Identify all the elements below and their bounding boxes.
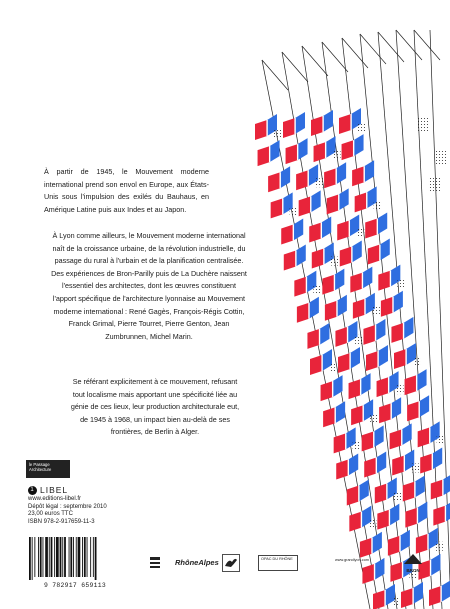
barcode-bar: [43, 537, 44, 577]
window-block: [338, 347, 360, 373]
window-block: [307, 323, 329, 349]
window-shadow: [333, 150, 341, 159]
window-blue-face: [377, 212, 387, 234]
window-shadow: [368, 520, 376, 529]
window-red-face: [352, 166, 364, 186]
window-blue-face: [376, 451, 386, 473]
barcode-bar: [84, 537, 86, 577]
window-blue-face: [376, 319, 386, 341]
barcode-bar: [49, 537, 50, 577]
publisher-name: LIBEL: [40, 485, 69, 495]
libel-mark-icon: 1: [28, 486, 37, 495]
window-block: [311, 110, 333, 136]
barcode-bar: [95, 537, 97, 580]
window-red-face: [401, 588, 413, 608]
window-red-face: [351, 405, 363, 425]
window-red-face: [431, 480, 443, 500]
barcode-bar: [87, 537, 88, 577]
publisher-info: [28, 496, 107, 526]
window-red-face: [340, 247, 352, 267]
window-shadow: [358, 122, 366, 131]
window-shadow: [331, 257, 339, 266]
window-red-face: [327, 194, 339, 214]
bron-logo-icon: [403, 552, 423, 566]
window-block: [327, 188, 349, 214]
window-red-face: [366, 351, 378, 371]
window-red-face: [420, 453, 432, 473]
window-red-face: [283, 118, 295, 138]
barcode-bar: [60, 537, 62, 577]
barcode-digits: 9 782917 659113: [43, 582, 107, 589]
window-red-face: [378, 271, 390, 291]
window-shadow: [313, 285, 321, 294]
window-block: [296, 164, 323, 190]
window-block: [283, 112, 305, 138]
window-blue-face: [359, 480, 369, 502]
barcode-bar: [51, 537, 53, 577]
grandlyon-logo: www.grandlyon.com: [335, 558, 369, 562]
window-red-face: [391, 323, 403, 343]
barcode-bar: [45, 537, 48, 577]
window-blue-face: [441, 580, 450, 602]
window-block: [391, 317, 413, 343]
window-red-face: [365, 218, 377, 238]
window-block: [363, 319, 385, 345]
window-block: [281, 218, 303, 244]
barcode-bar: [32, 537, 33, 580]
window-block: [420, 447, 442, 473]
bron-logo-label: BRON: [406, 568, 420, 573]
window-blue-face: [354, 134, 364, 156]
window-red-face: [339, 114, 351, 134]
window-blue-face: [323, 110, 333, 132]
isbn: ISBN 978-2-917659-11-3: [28, 518, 95, 525]
barcode-bar: [34, 537, 35, 577]
window-blue-face: [415, 476, 425, 498]
window-blue-face: [361, 373, 371, 395]
window-block: [405, 502, 427, 528]
window-block: [340, 241, 362, 267]
barcode-bar: [73, 537, 74, 577]
window-block: [407, 395, 429, 421]
window-blue-face: [364, 160, 374, 182]
barcode-bar: [82, 537, 83, 577]
window-blue-face: [270, 140, 280, 162]
barcode-bar: [40, 537, 42, 577]
window-red-face: [255, 120, 267, 140]
window-shadow: [435, 542, 443, 551]
window-red-face: [271, 198, 283, 218]
window-block: [360, 532, 382, 558]
window-block: [368, 239, 390, 265]
facade-blocks: [255, 108, 450, 609]
window-shadow: [394, 492, 402, 501]
window-blue-face: [309, 297, 319, 319]
region-logo: RhôneAlpes: [175, 558, 219, 567]
window-red-face: [381, 297, 393, 317]
window-block: [299, 190, 321, 216]
cnl-logo-icon: [148, 556, 162, 570]
window-block: [271, 192, 298, 218]
window-red-face: [324, 168, 336, 188]
window-shadow: [437, 435, 445, 444]
window-shadow: [315, 178, 323, 187]
window-block: [350, 267, 372, 293]
window-blue-face: [404, 317, 414, 339]
price: 23,00 euros TTC: [28, 511, 73, 518]
barcode-bar: [38, 537, 39, 577]
window-block: [297, 297, 319, 323]
window-block: [377, 371, 404, 397]
bird-logo-icon: [222, 554, 240, 572]
barcode-icon: [28, 536, 120, 580]
window-blue-face: [298, 138, 308, 160]
window-red-face: [362, 431, 374, 451]
window-shadow: [370, 413, 378, 422]
window-red-face: [377, 510, 389, 530]
window-red-face: [390, 562, 402, 582]
window-blue-face: [374, 425, 384, 447]
window-blue-face: [393, 291, 403, 313]
window-red-face: [307, 329, 319, 349]
window-blue-face: [339, 188, 349, 210]
window-red-face: [377, 377, 389, 397]
publisher-logo: [28, 485, 68, 495]
window-blue-face: [293, 218, 303, 240]
window-shadow: [374, 200, 382, 209]
dot-patch: [428, 178, 440, 192]
barcode-bar: [78, 537, 81, 577]
window-red-face: [338, 353, 350, 373]
window-blue-face: [389, 504, 399, 526]
window-red-face: [362, 564, 374, 584]
barcode-bar: [70, 537, 72, 577]
window-red-face: [299, 196, 311, 216]
window-red-face: [350, 273, 362, 293]
facade-edge: [282, 52, 308, 82]
window-blue-face: [336, 162, 346, 184]
window-block: [401, 582, 423, 608]
intro-paragraph: À partir de 1945, le Mouvement moderne international prend son envol en Europe, aux États-Unis sous l'impulsion des exilés du Bauhaus, en Amérique Latine puis aux Indes et au Japon.: [44, 167, 209, 214]
window-red-face: [347, 486, 359, 506]
window-blue-face: [333, 375, 343, 397]
window-red-face: [325, 301, 337, 321]
window-shadow: [411, 463, 419, 472]
facade-edge: [378, 32, 404, 62]
window-block: [390, 423, 412, 449]
window-block: [405, 369, 427, 395]
window-shadow: [329, 363, 337, 372]
barcode-bar: [56, 537, 59, 577]
legal-deposit: Dépôt légal : septembre 2010: [28, 503, 107, 510]
window-blue-face: [400, 530, 410, 552]
window-block: [268, 166, 290, 192]
window-red-face: [284, 251, 296, 271]
window-shadow: [354, 335, 362, 344]
window-blue-face: [335, 401, 345, 423]
barcode-bar: [76, 537, 77, 577]
dot-patch: [434, 150, 446, 164]
window-shadow: [356, 228, 364, 237]
window-block: [324, 162, 346, 188]
window-block: [392, 449, 419, 475]
window-red-face: [416, 534, 428, 554]
window-block: [364, 451, 386, 477]
window-red-face: [433, 506, 445, 526]
window-red-face: [297, 303, 309, 323]
window-block: [352, 160, 374, 186]
window-blue-face: [320, 323, 330, 345]
window-block: [347, 480, 369, 506]
window-blue-face: [402, 423, 412, 445]
window-red-face: [342, 140, 354, 160]
window-red-face: [296, 170, 308, 190]
window-red-face: [310, 355, 322, 375]
window-block: [381, 291, 403, 317]
window-block: [375, 478, 402, 504]
window-red-face: [379, 403, 391, 423]
window-red-face: [322, 275, 334, 295]
window-block: [429, 580, 450, 606]
window-block: [373, 584, 400, 609]
window-block: [258, 140, 280, 166]
window-block: [362, 425, 384, 451]
window-red-face: [368, 245, 380, 265]
window-blue-face: [431, 554, 441, 576]
facade-edge: [360, 34, 386, 64]
window-blue-face: [352, 241, 362, 263]
window-red-face: [388, 536, 400, 556]
window-shadow: [290, 206, 298, 215]
window-blue-face: [372, 532, 382, 554]
window-red-face: [258, 146, 270, 166]
window-blue-face: [362, 267, 372, 289]
window-red-face: [268, 172, 280, 192]
window-shadow: [274, 128, 282, 137]
window-blue-face: [296, 245, 306, 267]
window-block: [349, 373, 371, 399]
window-block: [335, 321, 362, 347]
window-red-face: [334, 433, 346, 453]
window-red-face: [360, 538, 372, 558]
window-blue-face: [350, 347, 360, 369]
window-shadow: [353, 441, 361, 450]
barcode-bar: [29, 537, 31, 580]
bron-logo: [403, 552, 423, 572]
window-red-face: [286, 144, 298, 164]
barcode-bar: [62, 537, 63, 577]
window-shadow: [397, 279, 405, 288]
window-block: [351, 399, 378, 425]
window-red-face: [407, 401, 419, 421]
window-blue-face: [413, 582, 423, 604]
window-block: [255, 114, 282, 140]
barcode-bar: [64, 537, 66, 577]
barcode-bar: [69, 537, 70, 577]
window-red-face: [336, 459, 348, 479]
window-block: [286, 138, 308, 164]
window-red-face: [418, 427, 430, 447]
collection-badge: le Passage Architecture: [26, 460, 70, 478]
window-red-face: [429, 586, 441, 606]
window-red-face: [281, 224, 293, 244]
dot-patch: [418, 118, 430, 132]
window-block: [334, 427, 361, 453]
window-block: [322, 269, 344, 295]
window-red-face: [321, 381, 333, 401]
closing-paragraph: Se référant explicitement à ce mouvement, refusant tout localisme mais apportant une spécificité liée au génie de ces lieux, leur production architecturale eut, de 1945 à 1968, un impact bien au-delà de ses frontières, de Berlin à Alger.: [70, 377, 240, 437]
lyon-paragraph: À Lyon comme ailleurs, le Mouvement moderne international naît de la croissance urbaine, de la révolution industrielle, du passage du rural à l'urbain et de la planification centralisée. Des expériences de Bron-Parilly puis de La Duchère naissent l'essentiel des architectes, dont les œuvres constituent l'apport spécifique de l'architecture lyonnaise au Mouvement moderne international : René Gagès, François-Régis Cottin, Franck Grimal, Pierre Tourret, Pierre Genton, Jean Zumbrunnen, Michel Marin.: [51, 231, 247, 341]
window-blue-face: [419, 395, 429, 417]
window-block: [337, 214, 364, 240]
window-block: [336, 453, 358, 479]
window-red-face: [309, 222, 321, 242]
window-blue-face: [280, 166, 290, 188]
publisher-website[interactable]: www.editions-libel.fr: [28, 496, 82, 502]
window-blue-face: [311, 190, 321, 212]
window-blue-face: [380, 239, 390, 261]
window-shadow: [413, 357, 421, 366]
window-red-face: [375, 484, 387, 504]
window-red-face: [403, 482, 415, 502]
window-blue-face: [321, 216, 331, 238]
window-blue-face: [295, 112, 305, 134]
window-blue-face: [417, 502, 427, 524]
window-blue-face: [348, 453, 358, 475]
window-blue-face: [337, 295, 347, 317]
window-block: [309, 216, 331, 242]
window-shadow: [372, 307, 380, 316]
window-block: [418, 421, 445, 447]
window-red-face: [349, 379, 361, 399]
facade-edge: [342, 38, 368, 68]
window-block: [353, 293, 380, 319]
window-blue-face: [334, 269, 344, 291]
barcode-bar: [93, 537, 94, 577]
window-red-face: [312, 249, 324, 269]
window-red-face: [294, 277, 306, 297]
window-block: [321, 375, 343, 401]
window-block: [349, 506, 376, 532]
barcode-bar: [54, 537, 55, 577]
window-red-face: [353, 299, 365, 319]
window-red-face: [335, 327, 347, 347]
window-block: [365, 212, 387, 238]
window-red-face: [373, 590, 385, 609]
window-block: [342, 134, 364, 160]
opac-logo: OPAC DU RHÔNE: [258, 555, 298, 571]
barcode-bar: [90, 537, 91, 577]
window-blue-face: [432, 447, 442, 469]
window-shadow: [392, 598, 400, 607]
window-red-face: [355, 192, 367, 212]
window-block: [377, 504, 399, 530]
window-blue-face: [391, 397, 401, 419]
window-red-face: [392, 455, 404, 475]
window-red-face: [363, 325, 375, 345]
window-red-face: [405, 375, 417, 395]
window-blue-face: [378, 345, 388, 367]
window-red-face: [390, 429, 402, 449]
window-shadow: [396, 385, 404, 394]
window-block: [323, 401, 345, 427]
window-red-face: [364, 457, 376, 477]
window-red-face: [405, 508, 417, 528]
window-red-face: [314, 142, 326, 162]
